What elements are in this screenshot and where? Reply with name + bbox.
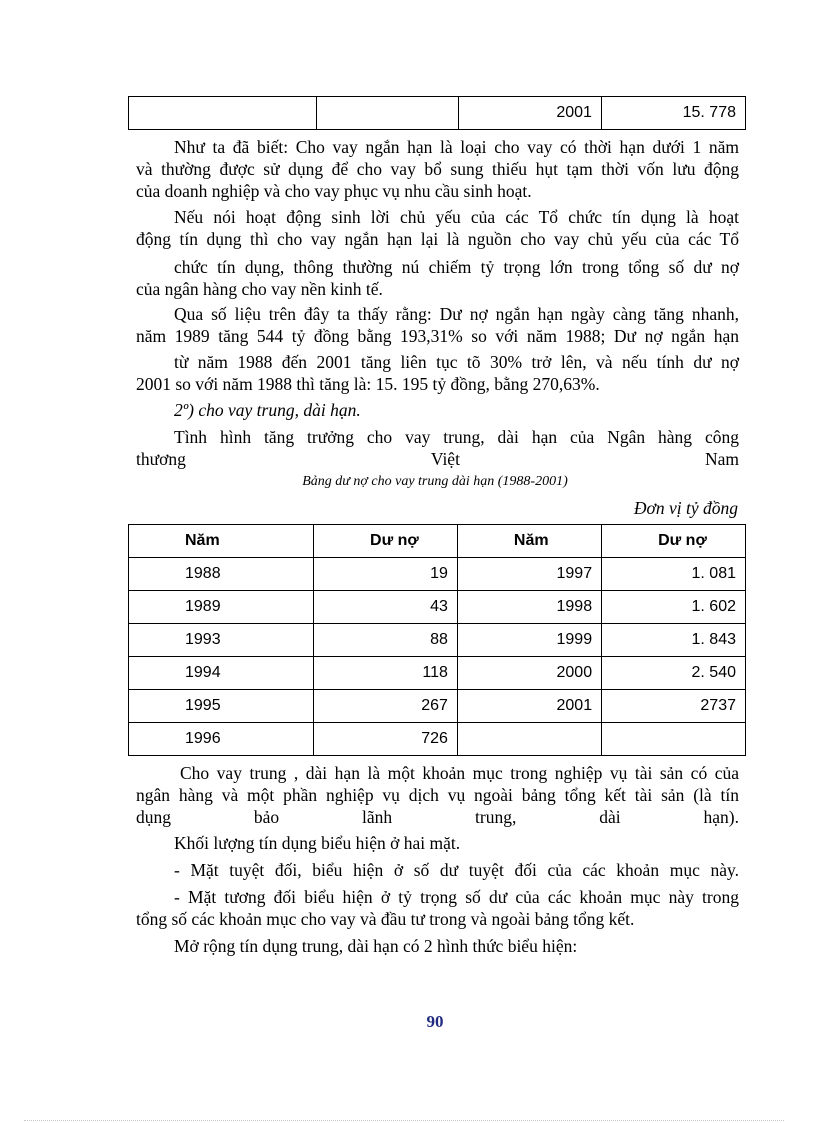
word: Nam (704, 449, 739, 469)
table-cell: 2001 (457, 690, 601, 723)
paragraph-5-line-1: Cho vay trung , dài hạn là một khoản mục trong nghiệp vụ tài sản có của (180, 763, 739, 783)
paragraph-2-line-3: chức tín dụng, thông thường nú chiếm tỷ trọng lớn trong tổng số dư nợ (174, 257, 739, 277)
paragraph-1-line-1: Như ta đã biết: Cho vay ngắn hạn là loại cho vay có thời hạn dưới 1 năm (174, 137, 739, 157)
table-cell: 1989 (129, 591, 314, 624)
table-cell: 118 (314, 657, 458, 690)
table-cell: 15. 778 (601, 97, 745, 130)
table-cell: 726 (314, 723, 458, 756)
table-cell: 43 (314, 591, 458, 624)
table-cell (602, 723, 746, 756)
table-cell: 2000 (457, 657, 601, 690)
previous-table-fragment (128, 96, 746, 130)
paragraph-2-line-2: động tín dụng thì cho vay ngắn hạn lại là nguồn cho vay chủ yếu của các Tổ (136, 229, 739, 249)
unit-label: Đơn vị tỷ đồng (633, 498, 738, 518)
paragraph-7: - Mặt tuyệt đối, biểu hiện ở số dư tuyệt đối của các khoản mục này. (174, 860, 739, 880)
paragraph-3-line-1: Qua số liệu trên đây ta thấy rằng: Dư nợ ngắn hạn ngày càng tăng nhanh, (174, 304, 739, 324)
paragraph-3-line-4: 2001 so với năm 1988 thì tăng là: 15. 195 tỷ đồng, bằng 270,63%. (136, 374, 600, 394)
table-cell (129, 97, 317, 130)
paragraph-1-line-3: của doanh nghiệp và cho vay phục vụ nhu cầu sinh hoạt. (136, 181, 532, 201)
paragraph-3-line-3: từ năm 1988 đến 2001 tăng liên tục tõ 30% trở lên, và nếu tính dư nợ (174, 352, 739, 372)
section-heading: 2º) cho vay trung, dài hạn. (174, 400, 361, 420)
table-cell: 1999 (457, 624, 601, 657)
paragraph-1-line-2: và thường được sử dụng để cho vay bổ sung thiếu hụt tạm thời vốn lưu động (136, 159, 739, 179)
paragraph-2-line-4: của ngân hàng cho vay nền kinh tế. (136, 279, 383, 299)
table-row (129, 624, 746, 657)
table-cell: 1998 (457, 591, 601, 624)
paragraph-5-line-2: ngân hàng và một phần nghiệp vụ dịch vụ ngoài bảng tổng kết tài sản (là tín (136, 785, 739, 805)
table-row (129, 97, 746, 130)
table-cell: 2737 (602, 690, 746, 723)
table-row (129, 657, 746, 690)
word: thương (136, 449, 186, 469)
paragraph-8-line-2: tổng số các khoản mục cho vay và đầu tư trong và ngoài bảng tổng kết. (136, 909, 635, 929)
table-row (129, 591, 746, 624)
paragraph-4-line-2 (136, 448, 739, 470)
table-row (129, 723, 746, 756)
table-cell: 1995 (129, 690, 314, 723)
word: dài (599, 807, 621, 827)
word: dụng (136, 807, 171, 827)
paragraph-8-line-1: - Mặt tương đối biểu hiện ở tỷ trọng số dư của các khoản mục này trong (174, 887, 739, 907)
table-cell (317, 97, 458, 130)
table-caption: Bảng dư nợ cho vay trung dài hạn (1988-2001) (302, 474, 568, 489)
table-cell: 1. 602 (602, 591, 746, 624)
table-cell: 1996 (129, 723, 314, 756)
word: lãnh (362, 807, 393, 827)
table-cell: 2001 (458, 97, 601, 130)
column-header: Dư nợ (314, 525, 458, 558)
paragraph-3-line-2: năm 1989 tăng 544 tỷ đồng bằng 193,31% so với năm 1988; Dư nợ ngắn hạn (136, 326, 739, 346)
column-header: Năm (457, 525, 601, 558)
table-cell: 1988 (129, 558, 314, 591)
table-cell: 1997 (457, 558, 601, 591)
table-cell: 1994 (129, 657, 314, 690)
debt-table (128, 524, 746, 756)
page-number: 90 (426, 1012, 444, 1031)
paragraph-9: Mở rộng tín dụng trung, dài hạn có 2 hình thức biểu hiện: (174, 936, 578, 956)
page-bottom-divider (24, 1120, 784, 1121)
paragraph-4-line-1: Tình hình tăng trưởng cho vay trung, dài hạn của Ngân hàng công (174, 427, 739, 447)
word: Việt (430, 449, 460, 469)
table-cell: 88 (314, 624, 458, 657)
table-cell (457, 723, 601, 756)
column-header: Dư nợ (602, 525, 746, 558)
paragraph-6: Khối lượng tín dụng biểu hiện ở hai mặt. (174, 833, 461, 853)
word: trung, (475, 807, 517, 827)
table-row (129, 690, 746, 723)
table-cell: 2. 540 (602, 657, 746, 690)
word: bảo (253, 807, 280, 827)
table-cell: 1993 (129, 624, 314, 657)
table-cell: 19 (314, 558, 458, 591)
table-cell: 1. 843 (602, 624, 746, 657)
table-row (129, 558, 746, 591)
column-header: Năm (129, 525, 314, 558)
table-cell: 267 (314, 690, 458, 723)
paragraph-2-line-1: Nếu nói hoạt động sinh lời chủ yếu của các Tổ chức tín dụng là hoạt (174, 207, 739, 227)
paragraph-5-line-3 (136, 806, 739, 828)
table-cell: 1. 081 (602, 558, 746, 591)
word: hạn). (703, 807, 739, 827)
table-header-row (129, 525, 746, 558)
